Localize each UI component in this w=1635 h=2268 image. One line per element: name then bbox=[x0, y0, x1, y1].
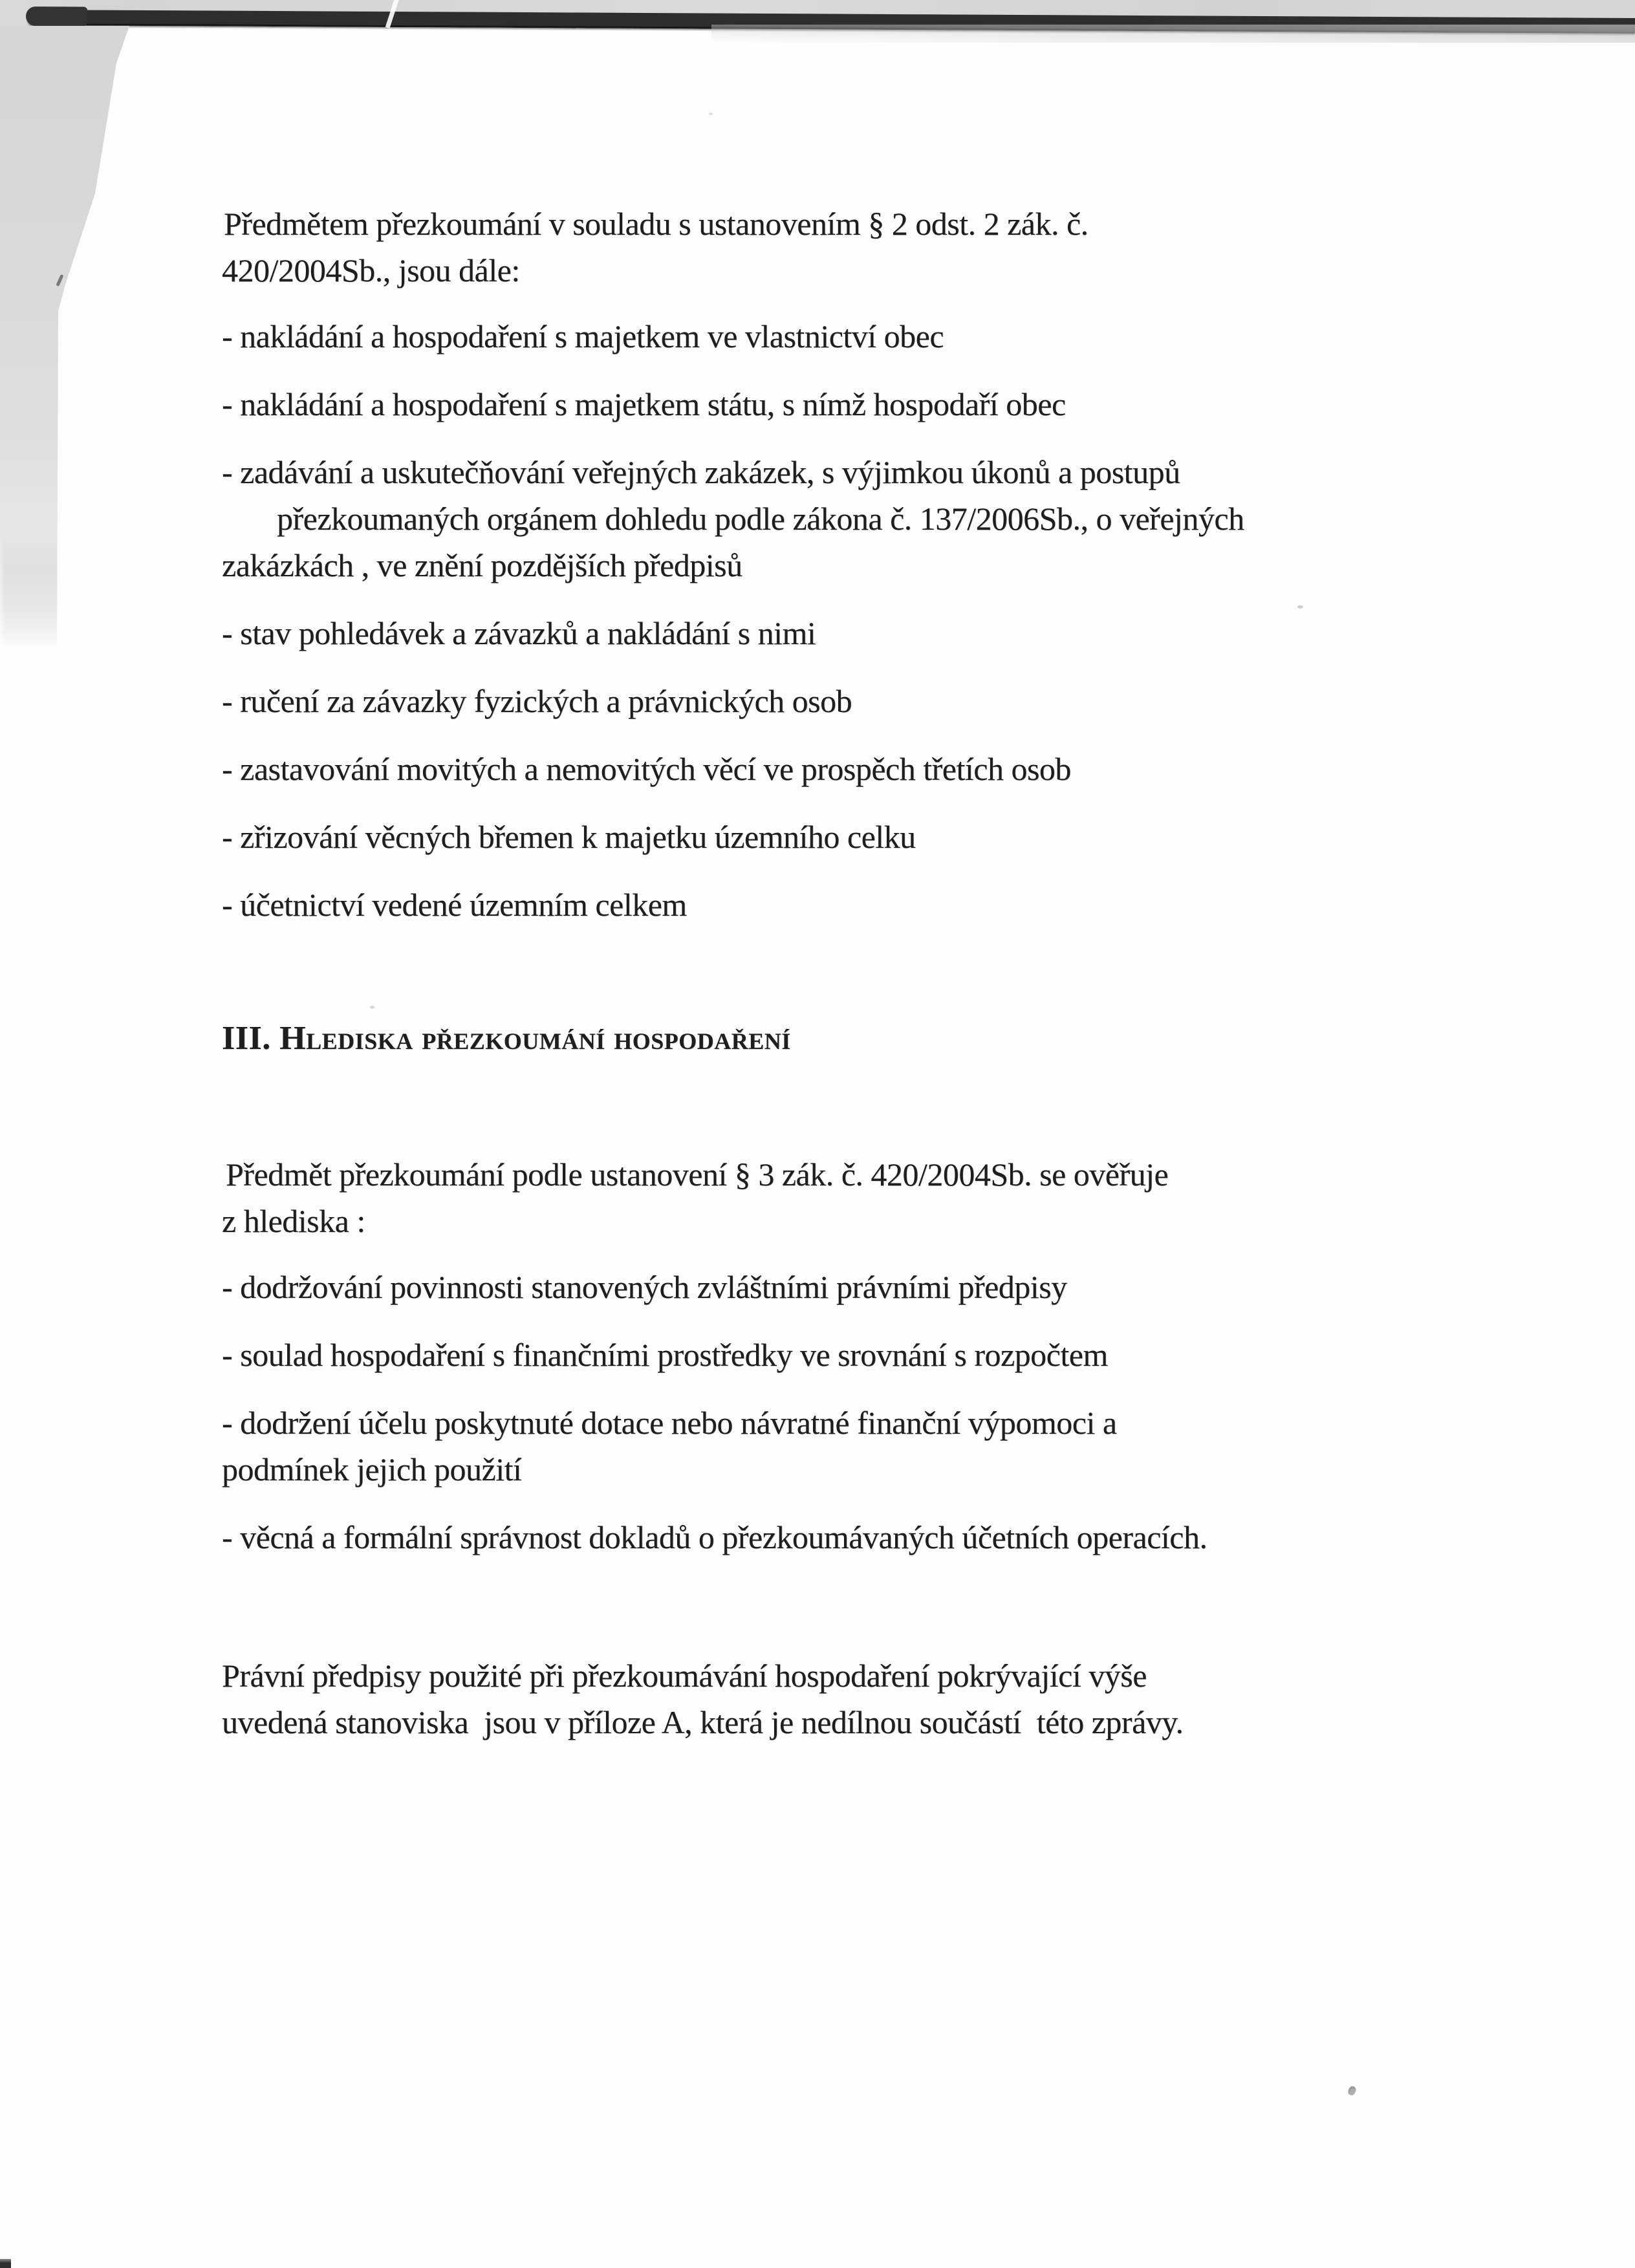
text-line: - zřizování věcných břemen k majetku územního celku bbox=[222, 819, 916, 855]
text-line: - věcná a formální správnost dokladů o přezkoumávaných účetních operacích. bbox=[222, 1519, 1207, 1555]
text-line: Předmět přezkoumání podle ustanovení § 3 zák. č. 420/2004Sb. se ověřuje bbox=[226, 1156, 1169, 1193]
text-line: - nakládání a hospodaření s majetkem ve vlastnictví obec bbox=[222, 318, 944, 354]
scan-speck bbox=[1347, 2086, 1357, 2097]
list-item bbox=[222, 746, 1451, 792]
text-line: zakázkách , ve znění pozdějších předpisů bbox=[222, 547, 742, 583]
text-line: 420/2004Sb., jsou dále: bbox=[222, 252, 520, 288]
scan-left-corner-shadow bbox=[0, 26, 129, 647]
text-line: - ručení za závazky fyzických a právnických osob bbox=[222, 683, 852, 719]
scan-top-noise bbox=[711, 25, 1635, 43]
criteria-intro-paragraph bbox=[222, 1151, 1451, 1244]
scan-bottom-corner-mark bbox=[0, 2259, 11, 2268]
text-line: - nakládání a hospodaření s majetkem státu, s nímž hospodaří obec bbox=[222, 386, 1066, 422]
text-line: - soulad hospodaření s finančními prostředky ve srovnání s rozpočtem bbox=[222, 1337, 1108, 1373]
list-item bbox=[222, 1514, 1451, 1561]
list-item bbox=[222, 449, 1451, 589]
text-line: - zadávání a uskutečňování veřejných zakázek, s výjimkou úkonů a postupů bbox=[222, 454, 1180, 490]
text-line: přezkoumaných orgánem dohledu podle zákona č. 137/2006Sb., o veřejných bbox=[277, 501, 1244, 537]
list-item bbox=[222, 1264, 1451, 1310]
intro-paragraph bbox=[222, 200, 1451, 294]
text-line: z hlediska : bbox=[222, 1203, 365, 1239]
text-line: - dodržování povinnosti stanovených zvláštními právními předpisy bbox=[222, 1269, 1067, 1305]
text-line: - účetnictví vedené územním celkem bbox=[222, 887, 687, 923]
list-item bbox=[222, 678, 1451, 724]
list-item bbox=[222, 881, 1451, 928]
list-item bbox=[222, 381, 1451, 427]
text-line: podmínek jejich použití bbox=[222, 1451, 522, 1487]
text-line: uvedená stanoviska jsou v příloze A, která je nedílnou součástí této zprávy. bbox=[222, 1704, 1184, 1740]
text-line: - dodržení účelu poskytnuté dotace nebo návratné finanční výpomoci a bbox=[222, 1405, 1117, 1441]
scan-speck bbox=[709, 113, 713, 115]
list-item bbox=[222, 1399, 1451, 1493]
subject-list bbox=[222, 313, 1451, 928]
closing-paragraph bbox=[222, 1652, 1451, 1745]
criteria-list bbox=[222, 1264, 1451, 1561]
list-item bbox=[222, 313, 1451, 360]
section-heading: III. Hlediska přezkoumání hospodaření bbox=[222, 1020, 791, 1057]
list-item bbox=[222, 814, 1451, 860]
text-line: - zastavování movitých a nemovitých věcí ve prospěch třetích osob bbox=[222, 751, 1071, 787]
list-item bbox=[222, 1332, 1451, 1378]
text-line: Předmětem přezkoumání v souladu s ustanovením § 2 odst. 2 zák. č. bbox=[224, 206, 1088, 242]
text-line: - stav pohledávek a závazků a nakládání s nimi bbox=[222, 615, 816, 651]
list-item bbox=[222, 610, 1451, 656]
document-text bbox=[222, 200, 1451, 1745]
text-line: Právní předpisy použité při přezkoumávání hospodaření pokrývající výše bbox=[222, 1658, 1147, 1694]
